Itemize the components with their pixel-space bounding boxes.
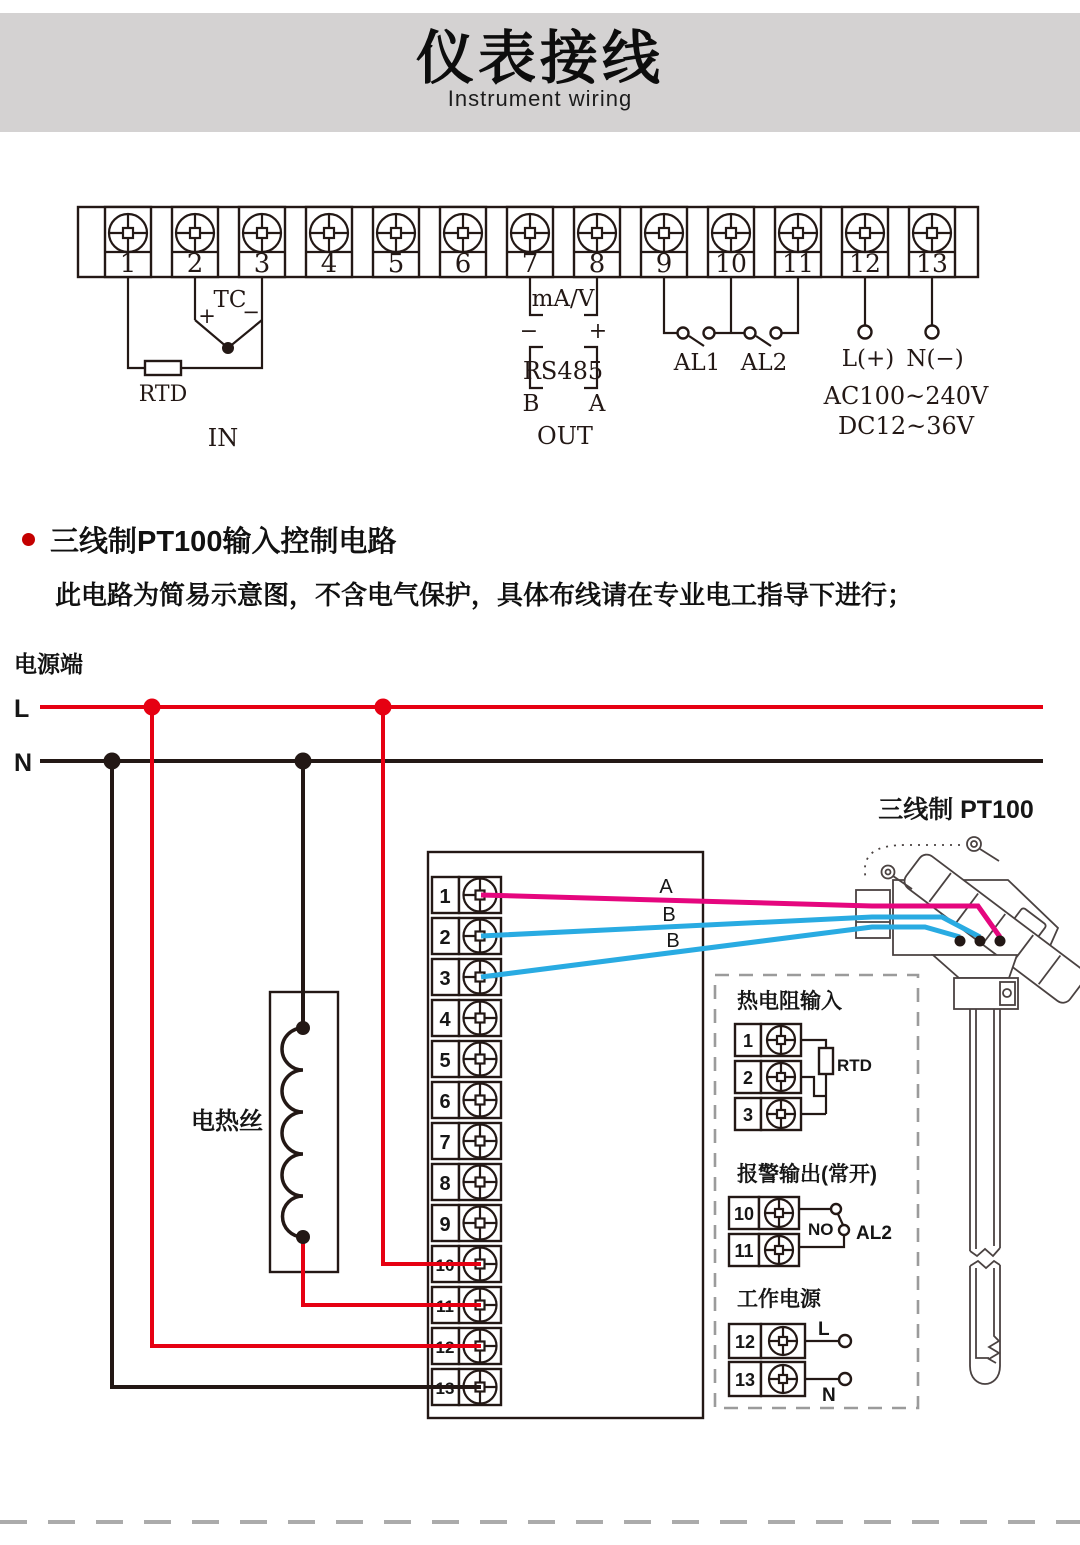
screw-icon <box>779 214 817 252</box>
terminal-number: 3 <box>439 968 451 990</box>
in-label: IN <box>207 424 239 452</box>
terminal-number: 13 <box>435 1379 455 1398</box>
screw-icon <box>712 214 750 252</box>
screw-icon <box>645 214 683 252</box>
screw-icon <box>377 214 415 252</box>
terminal-number: 13 <box>916 249 948 278</box>
junction-dot <box>104 753 121 770</box>
terminal-number: 2 <box>439 927 451 949</box>
power-terminal-12 <box>729 1324 805 1358</box>
junction-dot <box>296 1230 310 1244</box>
terminal-number: 9 <box>439 1214 451 1236</box>
terminal-number: 7 <box>521 249 539 279</box>
tc-junction-dot <box>222 342 234 354</box>
no-contact-blade <box>838 1214 843 1225</box>
power-terminal-13 <box>729 1362 805 1396</box>
tc-plus-label: + <box>198 304 216 328</box>
terminal-number: 3 <box>253 249 271 279</box>
io-detail-box <box>715 975 918 1408</box>
terminal-number: 11 <box>782 249 814 278</box>
line-n-label: N <box>14 749 33 777</box>
screw-icon <box>578 214 616 252</box>
wire-b2-label: B <box>666 930 680 952</box>
n-minus-label: N(−) <box>906 346 964 372</box>
rtd-terminal-1 <box>735 1024 801 1056</box>
screw-icon <box>109 214 147 252</box>
terminal-number: 11 <box>436 1297 454 1316</box>
rtd-resistor <box>145 361 181 375</box>
wire-a-label: A <box>659 876 673 898</box>
power-l-label: L <box>818 1319 830 1340</box>
no-label: NO <box>808 1220 834 1239</box>
screw-icon <box>243 214 281 252</box>
al1-label: AL1 <box>673 350 721 376</box>
screw-icon <box>769 1365 797 1393</box>
terminal-number: 6 <box>454 249 472 279</box>
wire-b1-label: B <box>662 904 676 926</box>
rs485-b-label: B <box>522 391 540 417</box>
terminal-number: 13 <box>734 1370 756 1390</box>
rtd-terminal-2 <box>735 1061 801 1093</box>
terminal-number: 12 <box>849 249 881 278</box>
screw-icon <box>767 1063 795 1091</box>
screw-icon <box>765 1199 793 1227</box>
sensor-probe <box>970 1009 1000 1384</box>
al2-label: AL2 <box>740 350 788 376</box>
junction-dot <box>375 699 392 716</box>
terminal-number: 11 <box>734 1241 754 1261</box>
alarm-terminal-11 <box>729 1234 799 1266</box>
probe-element-zigzag <box>989 1268 999 1363</box>
sensor-terminal-dot <box>975 936 986 947</box>
terminal-number: 10 <box>733 1204 755 1224</box>
screw-icon <box>464 1125 497 1158</box>
screw-icon <box>511 214 549 252</box>
l-plus-label: L(+) <box>841 346 895 372</box>
sensor-screw-icon <box>967 837 999 861</box>
top-terminal-diagram <box>0 195 1080 470</box>
rtd-input-title: 热电阻输入 <box>737 990 842 1013</box>
mav-label: mA/V <box>531 286 595 312</box>
rtd-label: RTD <box>837 1056 872 1075</box>
rs485-label: RS485 <box>522 357 604 385</box>
screw-icon <box>765 1236 793 1264</box>
output-wiring <box>520 277 607 450</box>
screw-icon <box>767 1100 795 1128</box>
terminal-number: 1 <box>742 1031 754 1051</box>
rs485-a-label: A <box>588 391 606 417</box>
page-title: 仪表接线 <box>415 26 664 91</box>
terminal-number: 7 <box>439 1132 451 1154</box>
screw-icon <box>464 1043 497 1076</box>
terminal-number: 3 <box>742 1105 754 1125</box>
out-label: OUT <box>537 422 593 450</box>
junction-dot <box>296 1021 310 1035</box>
section-note: 此电路为简易示意图，不含电气保护，具体布线请在专业电工指导下进行； <box>55 580 914 610</box>
working-power-title: 工作电源 <box>737 1288 821 1311</box>
screw-icon <box>444 214 482 252</box>
page-subtitle: Instrument wiring <box>447 85 633 111</box>
terminal-number: 8 <box>588 249 606 279</box>
header-band <box>0 13 1080 132</box>
screw-icon <box>767 1026 795 1054</box>
alarm-terminal-10 <box>729 1197 799 1229</box>
line-l-label: L <box>14 695 30 723</box>
terminal-number: 2 <box>742 1068 754 1088</box>
terminal-number: 4 <box>320 249 338 279</box>
screw-icon <box>464 1084 497 1117</box>
tc-minus-label: − <box>242 300 260 324</box>
terminal-number: 5 <box>439 1050 451 1072</box>
out-minus-label: − <box>519 319 539 344</box>
terminal-number: 9 <box>655 249 673 279</box>
bullet-icon <box>22 533 35 546</box>
terminal-number: 5 <box>387 249 405 279</box>
junction-dot <box>144 699 161 716</box>
terminal-number: 1 <box>439 886 451 908</box>
screw-icon <box>846 214 884 252</box>
terminal-number: 1 <box>119 249 137 279</box>
terminal-number: 6 <box>439 1091 451 1113</box>
terminal-number: 10 <box>435 1256 455 1275</box>
sensor-neck <box>933 955 1017 978</box>
screw-icon <box>464 1207 497 1240</box>
screw-icon <box>464 1002 497 1035</box>
dc-range-label: DC12~36V <box>837 412 975 440</box>
terminal-number: 12 <box>435 1338 455 1357</box>
rtd-resistor <box>819 1048 833 1074</box>
input-wiring <box>128 277 262 452</box>
out-plus-label: + <box>588 319 608 344</box>
sensor-terminal-dot <box>955 936 966 947</box>
rtd-label: RTD <box>138 382 188 407</box>
section-title: 三线制PT100输入控制电路 <box>50 526 397 558</box>
screw-icon <box>310 214 348 252</box>
screw-icon <box>913 214 951 252</box>
screw-icon <box>769 1327 797 1355</box>
power-n-label: N <box>822 1385 836 1406</box>
ac-range-label: AC100~240V <box>823 382 989 410</box>
terminal-number: 4 <box>439 1009 451 1031</box>
terminal-number: 8 <box>439 1173 451 1195</box>
power-terminal-label: 电源端 <box>14 651 83 677</box>
junction-dot <box>295 753 312 770</box>
screw-icon <box>464 1166 497 1199</box>
alarm-contacts <box>664 277 798 376</box>
sensor-title: 三线制 PT100 <box>878 796 1034 824</box>
screw-icon <box>176 214 214 252</box>
control-circuit-diagram <box>0 680 1080 1545</box>
section-heading <box>22 519 396 560</box>
al2-label: AL2 <box>856 1223 892 1244</box>
heater-label: 电热丝 <box>191 1108 263 1135</box>
rtd-terminal-3 <box>735 1098 801 1130</box>
mains-rails <box>14 695 1043 777</box>
power-terminals <box>823 277 989 440</box>
tc-label: TC <box>213 287 247 313</box>
sensor-terminal-dot <box>995 936 1006 947</box>
terminal-number: 2 <box>186 249 204 279</box>
terminal-number: 12 <box>734 1332 756 1352</box>
alarm-output-title: 报警输出(常开) <box>737 1163 877 1186</box>
terminal-number: 10 <box>715 249 747 278</box>
